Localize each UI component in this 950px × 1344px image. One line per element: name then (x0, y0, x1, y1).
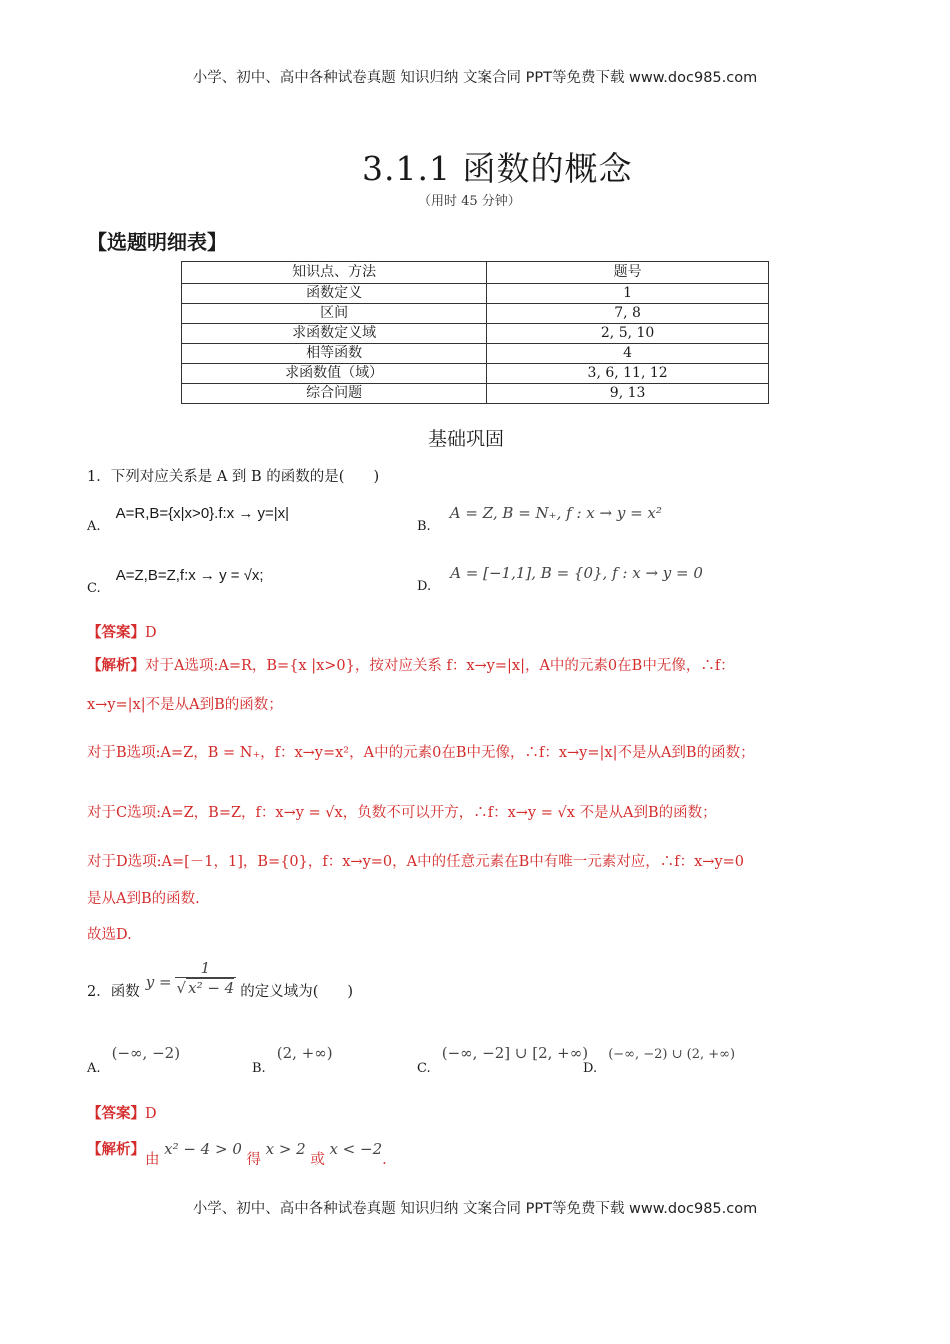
analysis-label: 【解析】 (87, 657, 145, 674)
table-row (182, 344, 769, 364)
option-text: (2, +∞) (276, 1044, 333, 1062)
q1-analysis-line-2: x→y=|x|不是从A到B的函数； (87, 697, 283, 713)
page-header: 小学、初中、高中各种试卷真题 知识归纳 文案合同 PPT等免费下载 www.doc985.com (192, 70, 758, 86)
q2-analysis (87, 1138, 387, 1168)
option-letter: D. (583, 1061, 598, 1076)
table-cell: 求函数值（域） (182, 364, 487, 384)
answer-value: D (145, 1106, 157, 1122)
q2-stem (87, 956, 353, 1001)
answer-label: 【答案】 (87, 1105, 145, 1122)
q2-formula-lhs: y = (145, 972, 172, 991)
option-text: A = Z, B = N₊, f : x → y = x² (449, 504, 662, 522)
table-header-cell: 题号 (487, 262, 769, 284)
q1-analysis-line-6: 是从A到B的函数. (87, 891, 200, 907)
question-plan-table (181, 261, 769, 404)
table-cell: 3, 6, 11, 12 (487, 364, 769, 384)
option-letter: D. (417, 579, 432, 594)
page-subtitle: （用时 45 分钟） (418, 194, 521, 209)
option-letter: C. (417, 1061, 431, 1076)
table-row (182, 324, 769, 344)
option-letter: B. (252, 1061, 266, 1076)
page-footer: 小学、初中、高中各种试卷真题 知识归纳 文案合同 PPT等免费下载 www.doc985.com (192, 1201, 758, 1217)
analysis-part: . (382, 1152, 387, 1168)
q1-analysis-line-4: 对于C选项:A=Z，B=Z，f：x→y = √x，负数不可以开方，∴f：x→y = √x 不是从A到B的函数； (87, 805, 717, 821)
option-letter: B. (417, 519, 431, 534)
q1-analysis-line-5: 对于D选项:A=[－1，1]，B={0}，f：x→y=0，A中的任意元素在B中有唯一元素对应，∴f：x→y=0 (87, 854, 745, 870)
option-text: (−∞, −2) ∪ (2, +∞) (608, 1047, 736, 1062)
fraction-numerator: 1 (200, 959, 211, 977)
fraction-denominator: √ x² − 4 (176, 979, 235, 997)
analysis-math: x > 2 (265, 1140, 306, 1158)
analysis-math: x < −2 (329, 1140, 383, 1158)
q2-stem-prefix: 2．函数 (87, 984, 140, 1000)
option-letter: C. (87, 581, 101, 596)
q2-option-a (87, 1043, 181, 1076)
option-text: (−∞, −2] ∪ [2, +∞) (441, 1044, 589, 1062)
table-cell: 9, 13 (487, 384, 769, 404)
option-letter: A. (87, 519, 101, 534)
answer-value: D (145, 625, 157, 641)
table-cell: 1 (487, 284, 769, 304)
q2-answer (87, 1102, 157, 1123)
table-header-row (182, 262, 769, 284)
answer-label: 【答案】 (87, 624, 145, 641)
analysis-label: 【解析】 (87, 1141, 145, 1158)
option-text: A=Z,B=Z,f:x → y = √x; (115, 567, 264, 584)
q1-analysis-line-1 (87, 654, 735, 675)
q2-stem-suffix: 的定义域为( ) (240, 984, 354, 1000)
table-row (182, 364, 769, 384)
table-cell: 函数定义 (182, 284, 487, 304)
table-cell: 相等函数 (182, 344, 487, 364)
table-row (182, 304, 769, 324)
analysis-part: 或 (310, 1152, 325, 1168)
q1-analysis-line-3: 对于B选项:A=Z，B = N₊，f：x→y=x²，A中的元素0在B中无像，∴f：x→y=|x|不是从A到B的函数； (87, 745, 755, 761)
q2-option-c (417, 1043, 589, 1076)
q2-option-d (583, 1043, 736, 1076)
option-text: (−∞, −2) (111, 1044, 181, 1062)
q1-option-d (417, 563, 703, 594)
table-cell: 2, 5, 10 (487, 324, 769, 344)
q1-analysis-line-7: 故选D. (87, 927, 132, 943)
table-cell: 4 (487, 344, 769, 364)
sqrt-radicand: x² − 4 (188, 979, 235, 997)
table-cell: 综合问题 (182, 384, 487, 404)
analysis-part: 得 (246, 1152, 261, 1168)
option-letter: A. (87, 1061, 101, 1076)
table-cell: 区间 (182, 304, 487, 324)
analysis-part: 由 (145, 1152, 160, 1168)
q2-formula-fraction (175, 959, 237, 998)
q1-option-b (417, 503, 662, 534)
option-text: A = [−1,1], B = {0}, f : x → y = 0 (450, 564, 703, 582)
q1-option-c (87, 565, 264, 596)
option-text: A=R,B={x|x>0}.f:x → y=|x| (115, 505, 290, 522)
table-cell: 7, 8 (487, 304, 769, 324)
analysis-text: 对于A选项:A=R，B={x |x>0}，按对应关系 f：x→y=|x|，A中的元素0在B中无像，∴f： (145, 658, 735, 674)
q1-answer (87, 621, 157, 642)
table-header-cell: 知识点、方法 (182, 262, 487, 284)
table-row (182, 284, 769, 304)
table-row (182, 384, 769, 404)
q1-option-a (87, 503, 290, 534)
q1-stem: 1．下列对应关系是 A 到 B 的函数的是( ) (87, 469, 380, 485)
q2-option-b (252, 1043, 333, 1076)
analysis-math: x² − 4 > 0 (164, 1140, 242, 1158)
section-heading: 基础巩固 (428, 428, 505, 450)
table-title: 【选题明细表】 (87, 230, 227, 254)
table-cell: 求函数定义域 (182, 324, 487, 344)
page-title: 3.1.1 函数的概念 (362, 149, 633, 188)
